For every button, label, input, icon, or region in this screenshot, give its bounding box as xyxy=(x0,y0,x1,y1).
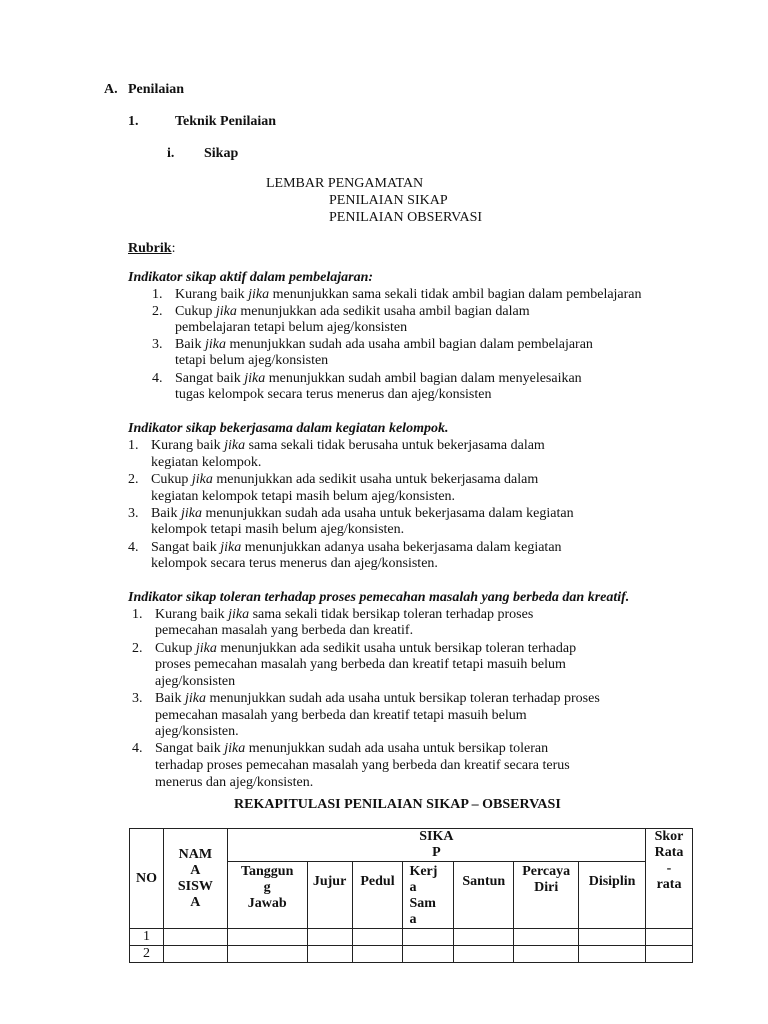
indicator-1-item-2: Cukup jika menunjukkan ada sedikit usaha ambil bagian dalam xyxy=(175,304,530,319)
header-no: NO xyxy=(130,829,164,929)
rubrik-label xyxy=(128,240,175,257)
row-number: 1 xyxy=(130,929,164,946)
indicator-3-item-2: Cukup jika menunjukkan ada sedikit usaha untuk bersikap toleran terhadap xyxy=(155,641,577,656)
indicator-3-item-1-cont: pemecahan masalah yang berbeda dan kreatif. xyxy=(155,623,414,638)
sheet-title-line2: PENILAIAN SIKAP xyxy=(329,193,448,208)
header-sikap: SIKA P xyxy=(227,829,645,862)
cell[interactable] xyxy=(646,929,693,946)
indicator-1-item-3-cont: tetapi belum ajeg/konsisten xyxy=(175,353,329,368)
indicator-3-item-2-cont2: ajeg/konsisten xyxy=(155,674,236,689)
sheet-title-line1: LEMBAR PENGAMATAN xyxy=(266,176,424,191)
cell[interactable] xyxy=(579,929,646,946)
header-tanggung-jawab: Tanggun g Jawab xyxy=(227,862,307,929)
indicator-3-item-4-cont2: menerus dan ajeg/konsisten. xyxy=(155,775,314,790)
header-nama-siswa: NAM A SISW A xyxy=(163,829,227,929)
row-number: 2 xyxy=(130,946,164,963)
indicator-2-item-3: Baik jika menunjukkan sudah ada usaha untuk bekerjasama dalam kegiatan xyxy=(151,506,574,521)
indicator-1-item-1-number: 1. xyxy=(152,287,163,302)
cell[interactable] xyxy=(307,929,352,946)
indicator-2-item-2-number: 2. xyxy=(128,472,139,487)
subsection-i-title: Sikap xyxy=(204,146,239,161)
subsection-i-number: i. xyxy=(167,146,175,161)
indicator-3-item-2-cont: proses pemecahan masalah yang berbeda dan kreatif tetapi masuih belum xyxy=(155,657,566,672)
cell[interactable] xyxy=(352,929,403,946)
cell[interactable] xyxy=(579,946,646,963)
indicator-3-item-2-number: 2. xyxy=(132,641,143,656)
indicator-1-item-3: Baik jika menunjukkan sudah ada usaha ambil bagian dalam pembelajaran xyxy=(175,337,593,352)
cell[interactable] xyxy=(352,946,403,963)
indicator-2-item-3-number: 3. xyxy=(128,506,139,521)
indicator-3-item-1: Kurang baik jika sama sekali tidak bersikap toleran terhadap proses xyxy=(155,607,534,622)
cell[interactable] xyxy=(227,929,307,946)
indicator-1-item-4-cont: tugas kelompok secara terus menerus dan ajeg/konsisten xyxy=(175,387,492,402)
cell[interactable] xyxy=(163,929,227,946)
indicator-3-item-4-number: 4. xyxy=(132,741,143,756)
cell[interactable] xyxy=(514,946,579,963)
recap-table xyxy=(129,828,693,963)
indicator-2-item-1-cont: kegiatan kelompok. xyxy=(151,455,262,470)
indicator-2-title: Indikator sikap bekerjasama dalam kegiatan kelompok. xyxy=(128,421,449,436)
indicator-1-item-2-cont: pembelajaran tetapi belum ajeg/konsisten xyxy=(175,320,408,335)
indicator-2-item-2: Cukup jika menunjukkan ada sedikit usaha untuk bekerjasama dalam xyxy=(151,472,539,487)
indicator-2-item-3-cont: kelompok tetapi masih belum ajeg/konsisten. xyxy=(151,522,405,537)
cell[interactable] xyxy=(163,946,227,963)
indicator-2-item-1-number: 1. xyxy=(128,438,139,453)
subsection-1-number: 1. xyxy=(128,114,139,129)
cell[interactable] xyxy=(454,929,514,946)
sheet-title-line3: PENILAIAN OBSERVASI xyxy=(329,210,483,225)
cell[interactable] xyxy=(403,946,454,963)
indicator-3-item-3-cont2: ajeg/konsisten. xyxy=(155,724,239,739)
table-row xyxy=(130,929,693,946)
indicator-3-item-4-cont: terhadap proses pemecahan masalah yang berbeda dan kreatif secara terus xyxy=(155,758,570,773)
table-row xyxy=(130,946,693,963)
header-skor-rata-rata: Skor Rata - rata xyxy=(646,829,693,929)
indicator-2-item-1: Kurang baik jika sama sekali tidak berusaha untuk bekerjasama dalam xyxy=(151,438,545,453)
subsection-1-title: Teknik Penilaian xyxy=(175,114,277,129)
rubrik-label-text: Rubrik xyxy=(128,241,172,256)
indicator-2-item-2-cont: kegiatan kelompok tetapi masih belum ajeg/konsisten. xyxy=(151,489,456,504)
indicator-1-item-1: Kurang baik jika menunjukkan sama sekali tidak ambil bagian dalam pembelajaran xyxy=(175,287,642,302)
indicator-3-item-3: Baik jika menunjukkan sudah ada usaha untuk bersikap toleran terhadap proses xyxy=(155,691,600,706)
indicator-1-item-3-number: 3. xyxy=(152,337,163,352)
section-a-letter: A. xyxy=(104,82,118,97)
rubrik-colon: : xyxy=(171,241,176,256)
recap-title: REKAPITULASI PENILAIAN SIKAP – OBSERVASI xyxy=(234,797,561,812)
section-a-title: Penilaian xyxy=(128,82,185,97)
indicator-2-item-4-cont: kelompok secara terus menerus dan ajeg/konsisten. xyxy=(151,556,438,571)
cell[interactable] xyxy=(307,946,352,963)
header-jujur: Jujur xyxy=(307,862,352,929)
cell[interactable] xyxy=(227,946,307,963)
indicator-1-item-2-number: 2. xyxy=(152,304,163,319)
indicator-2-item-4: Sangat baik jika menunjukkan adanya usaha bekerjasama dalam kegiatan xyxy=(151,540,562,555)
indicator-3-item-1-number: 1. xyxy=(132,607,143,622)
cell[interactable] xyxy=(514,929,579,946)
header-disiplin: Disiplin xyxy=(579,862,646,929)
header-santun: Santun xyxy=(454,862,514,929)
indicator-3-item-4: Sangat baik jika menunjukkan sudah ada usaha untuk bersikap toleran xyxy=(155,741,549,756)
header-peduli: Pedul xyxy=(352,862,403,929)
cell[interactable] xyxy=(403,929,454,946)
indicator-1-title: Indikator sikap aktif dalam pembelajaran: xyxy=(128,270,374,285)
indicator-2-item-4-number: 4. xyxy=(128,540,139,555)
indicator-3-item-3-cont: pemecahan masalah yang berbeda dan kreatif tetapi masuih belum xyxy=(155,708,527,723)
cell[interactable] xyxy=(646,946,693,963)
cell[interactable] xyxy=(454,946,514,963)
indicator-3-title: Indikator sikap toleran terhadap proses pemecahan masalah yang berbeda dan kreatif. xyxy=(128,590,630,605)
header-kerja-sama: Kerj a Sam a xyxy=(403,862,454,929)
header-percaya-diri: Percaya Diri xyxy=(514,862,579,929)
indicator-3-item-3-number: 3. xyxy=(132,691,143,706)
indicator-1-item-4: Sangat baik jika menunjukkan sudah ambil bagian dalam menyelesaikan xyxy=(175,371,582,386)
indicator-1-item-4-number: 4. xyxy=(152,371,163,386)
